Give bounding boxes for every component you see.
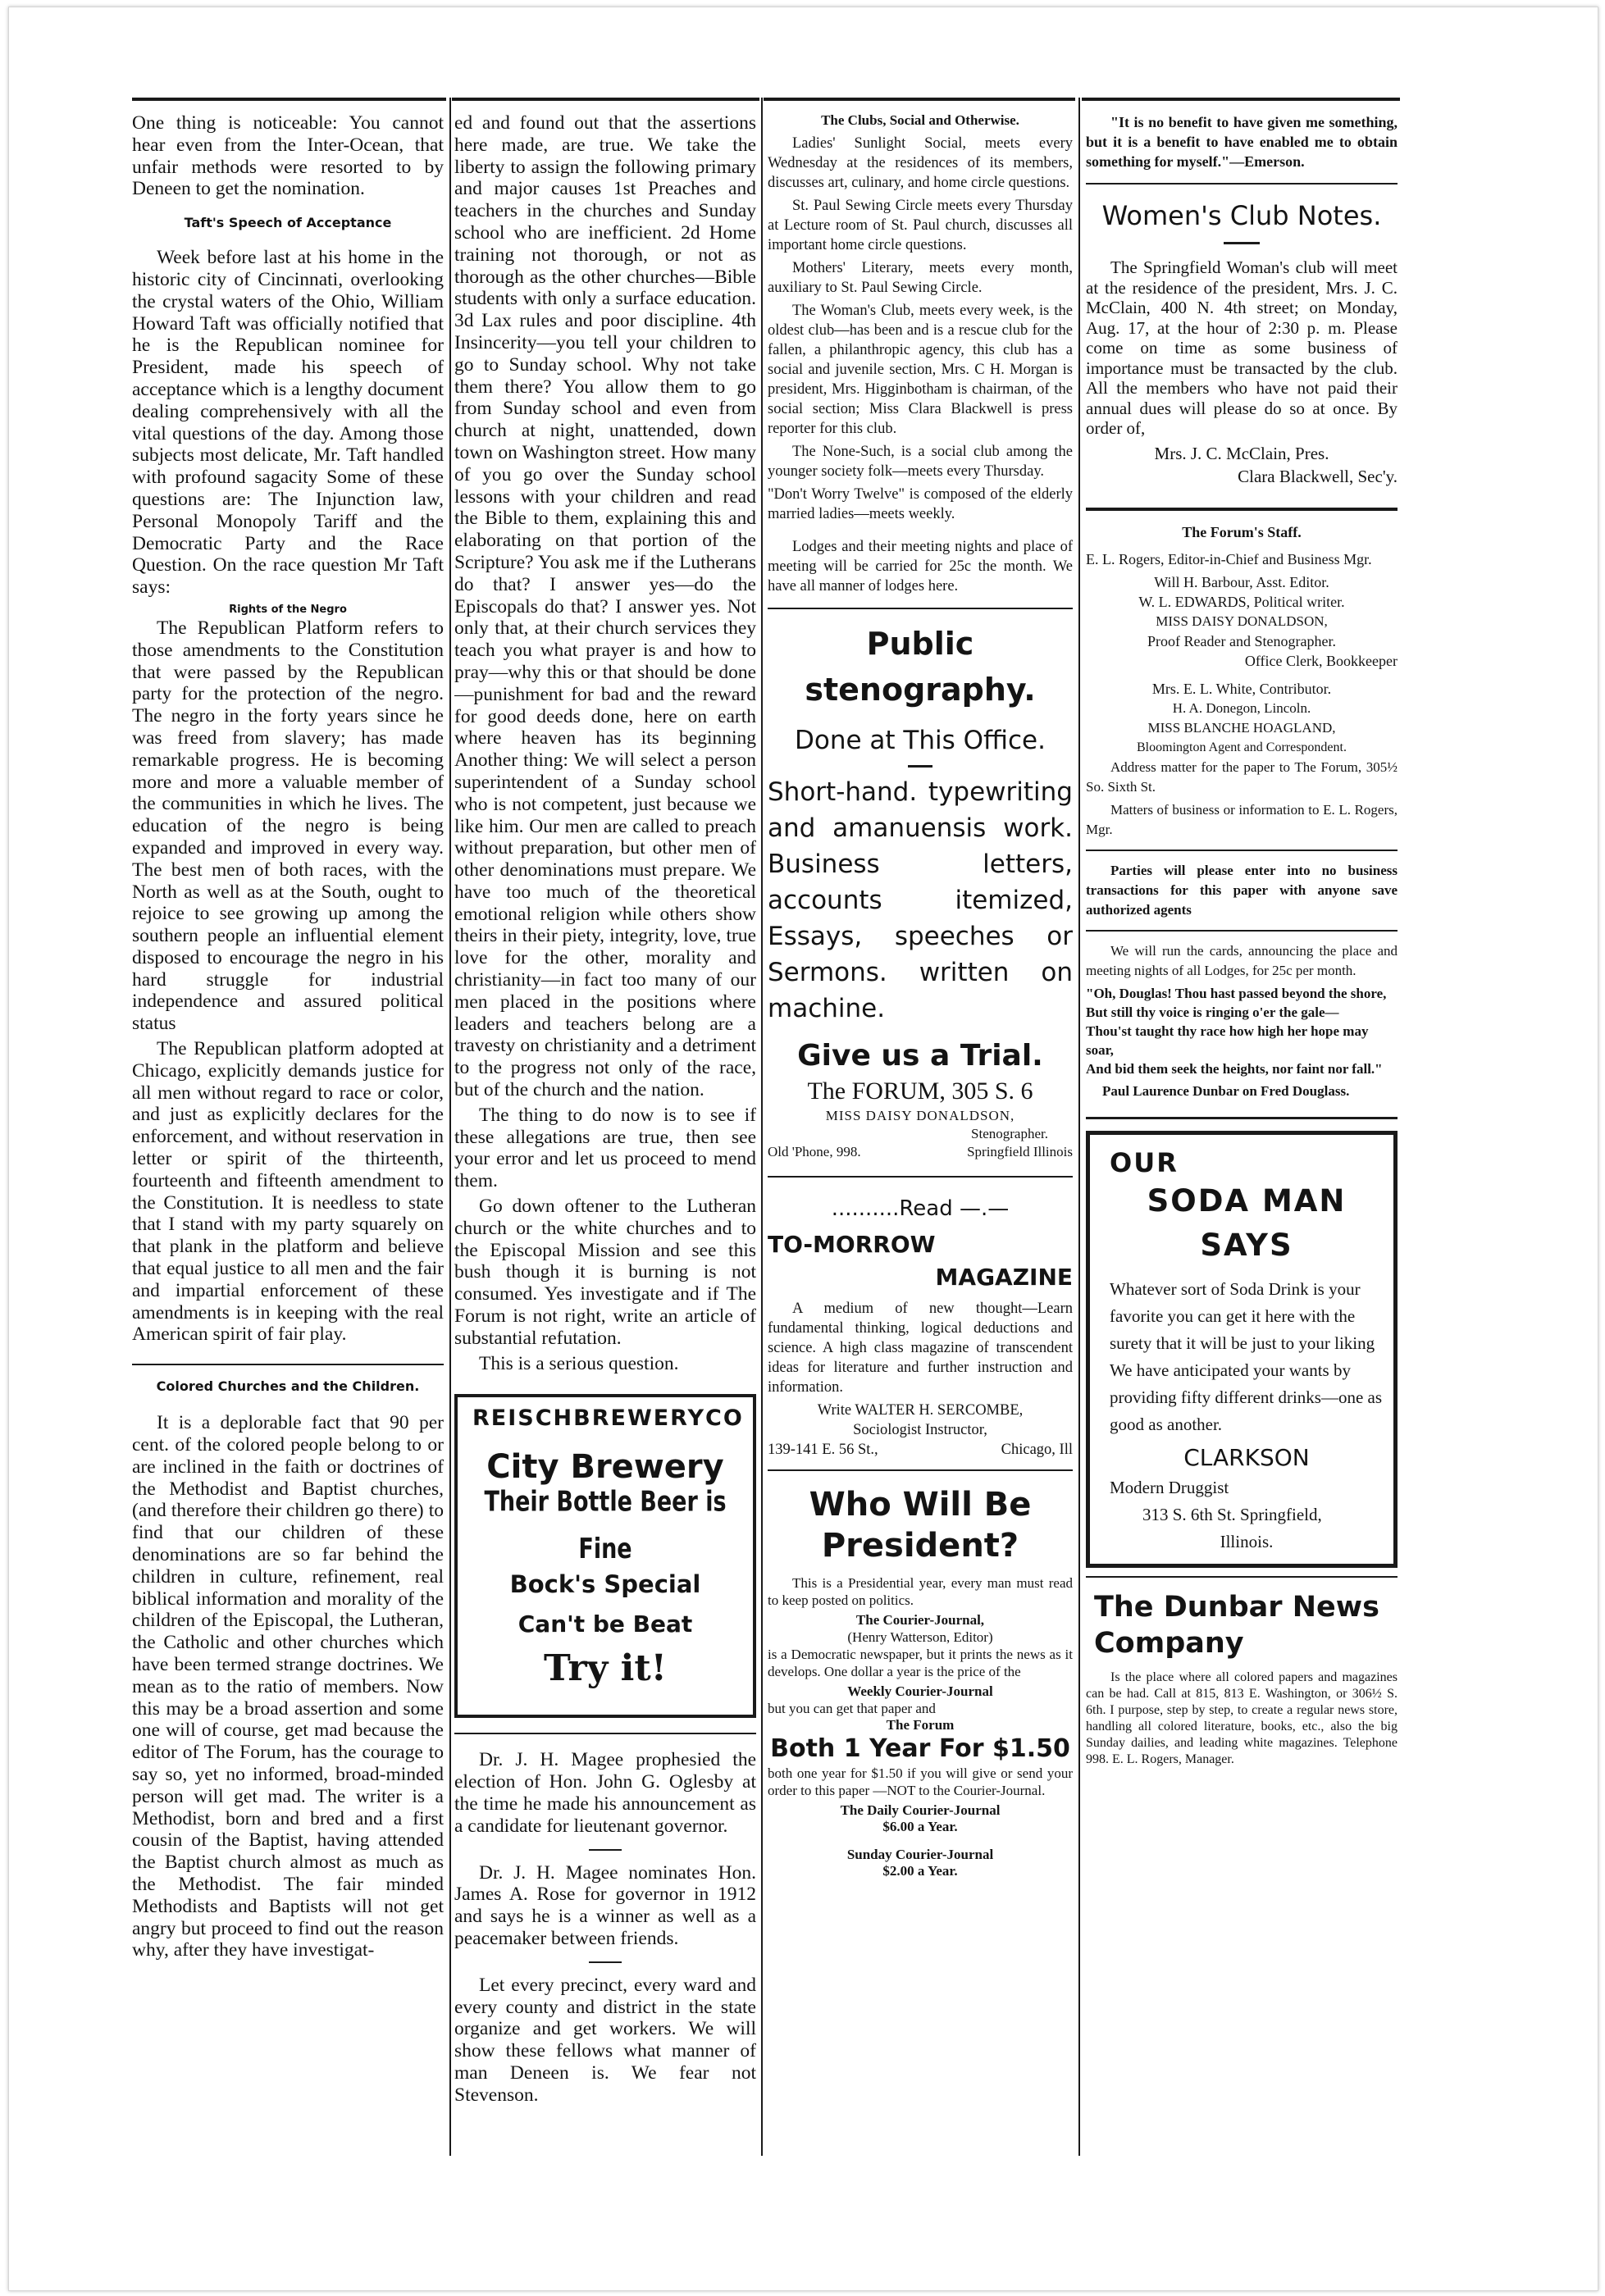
ad-bocks-special: Bock's Special [509,1570,701,1599]
steno-city: Springfield Illinois [967,1144,1073,1159]
both-one-year: Both 1 Year For $1.50 [770,1734,1070,1763]
womens-club-body: The Springfield Woman's club will meet at the residence of the president, Mrs. J. C. McClain, 400 N. 4th street; on Monday, Aug. 17, at the hour of 2:30 p. m. Please come on time as some business of importance must be transacted by the club. All the members who have not paid their annual dues will please do so at once. By order of, [1086,257,1398,438]
ad-title-reisch: REISCH [472,1405,574,1432]
soda-address: 313 S. 6th St. Springfield, [1142,1504,1322,1524]
poem-attribution: Paul Laurence Dunbar on Fred Douglass. [1102,1082,1350,1099]
magazine-address: 139-141 E. 56 St., [768,1442,878,1458]
tomorrow-magazine-ad [768,1194,1073,1460]
dunbar-title: The Dunbar News Company [1094,1590,1379,1660]
soda-our: OUR [1110,1146,1179,1178]
col4-divider-2 [1086,508,1398,511]
president-title: Who Will Be President? [809,1486,1032,1565]
col3-divider-2 [768,1176,1073,1178]
col2-short-rule-1 [589,1849,622,1851]
president-body-3: but you can get that paper and [768,1701,936,1716]
magazine-role: Sociologist Instructor, [853,1422,987,1438]
steno-trial: Give us a Trial. [797,1039,1043,1073]
soda-says: SAYS [1200,1227,1293,1263]
column-divider-2 [761,98,763,2156]
ad-city-brewery: City Brewery [486,1448,724,1487]
newspaper-page [8,7,1598,2291]
staff-barbour: Will H. Barbour, Asst. Editor. [1154,573,1329,590]
read-dashes-right: —.— [952,1196,1010,1221]
magazine-address-row [768,1440,1073,1460]
magazine-write: Write WALTER H. SERCOMBE, [817,1402,1024,1419]
taft-speech-paragraph: Week before last at his home in the historic city of Cincinnati, overlooking the crystal waters of the Ohio, William Howard Taft was officially notified that he is the Republican nominee for President, made his speech of acceptance which is a lengthy document dealing comprehensively with all the vital questions of the day. Among those subjects most delicate, Mr. Taft handled with profound sagacity Some of these questions are: The Injunction law, Personal Monopoly Tariff and the Democratic Party and the Race Question. On the race question Mr Taft says: [132,247,444,599]
magazine-title-1: TO-MORROW [768,1231,936,1258]
sunday-courier-journal: Sunday Courier-Journal [846,1847,994,1862]
none-such-paragraph: The None-Such, is a social club among the younger society folk—meets every Thursday. [768,444,1073,480]
staff-white: Mrs. E. L. White, Contributor. [1151,680,1332,697]
column-1 [132,112,444,1965]
douglass-poem [1086,984,1398,1100]
clubs-heading: The Clubs, Social and Otherwise. [821,112,1019,128]
ad-try-it: Try it! [544,1647,667,1690]
soda-man-ad [1086,1131,1398,1568]
weekly-courier-journal: Weekly Courier-Journal [847,1683,993,1699]
ad-title [472,1405,744,1432]
courier-journal-name: The Courier-Journal, [855,1612,985,1628]
top-rule-col4 [1082,98,1400,101]
read-dots-left: .......... [831,1196,900,1221]
col4-divider-1 [1086,183,1398,184]
dunbar-body: Is the place where all colored papers and magazines can be had. Call at 815, 813 E. Washington, or 306½ S. 6th. I purpose, step by step, to create a regular news store, handling all colored literature, books, etc., also the big Sunday dailies, and leading white magazines. Telephone 998. E. L. Rogers, Manager. [1086,1670,1398,1766]
steno-body: Short-hand. typewriting and amanuensis work. Business letters, accounts itemized, Essays, speeches or Sermons. written on machine. [768,777,1073,1023]
steno-title: Public stenography. [805,626,1036,708]
soda-body: Whatever sort of Soda Drink is your favorite you can get it here with the surety that it will be just to your liking We have anticipated your wants by providing fifty different drinks—one as good as another. [1110,1278,1383,1434]
column-4 [1086,112,1398,1771]
ad-title-co: CO [705,1405,744,1432]
precinct-paragraph: Let every precinct, every ward and every county and district in the state organize and get workers. We will show these fellows what manner of man Deneen is. We fear not Stevenson. [454,1974,756,2106]
sunday-price: $2.00 a Year. [882,1863,958,1879]
steno-role: Stenographer. [971,1126,1048,1141]
poem-line-1: "Oh, Douglas! Thou hast passed beyond the shore, [1086,985,1387,1001]
column-2 [454,112,756,2110]
ad-cant-be-beat: Can't be Beat [518,1610,693,1638]
rights-of-negro-heading: Rights of the Negro [229,603,347,616]
st-paul-sewing-paragraph: St. Paul Sewing Circle meets every Thursday at Lecture room of St. Paul church, discusses all important home circle questions. [768,198,1073,253]
column-divider-1 [449,98,451,2156]
steno-address: The FORUM, 305 S. 6 [807,1077,1033,1105]
steno-done: Done at This Office. [795,726,1046,755]
staff-hoagland-role: Bloomington Agent and Correspondent. [1137,740,1347,754]
magazine-body: A medium of new thought—Learn fundamental thinking, logical deductions and science. A high class magazine of transcendent ideas for literature and further instruction and information. [768,1301,1073,1396]
stenography-ad [768,621,1073,1161]
col2-short-rule-2 [589,1961,622,1963]
col4-divider-5 [1086,1117,1398,1119]
top-rule-col3 [764,98,1075,101]
colored-churches-paragraph: It is a deplorable fact that 90 per cent. of the colored people belong to or are inclined in the faith or doctrines of the Methodist and Baptist churches, (and therefore their children go there) to find that our children of these denominations are so far behind the children in culture, refinement, real biblical information and morality of the children of the Episcopal, the Lutheran, the Catholic and other churches which have been termed strange doctrines. We mean as to the ratio of members. Now this may be a broad assertion and some one will of course, get mad because the editor of The Forum, has the courage to say so, yet no informed, broad-minded person will get mad. The writer is a Methodist, born and bred and a first cousin of the Baptist, having attended the Baptist church almost as much as the Methodist. The fair minded Methodists and Baptists will not get angry but proceed to find out the reason why, after they have investigat- [132,1412,444,1961]
staff-clerk: Office Clerk, Bookkeeper [1244,652,1398,669]
col4-divider-6 [1086,1576,1398,1578]
lodges-paragraph: Lodges and their meeting nights and place of meeting will be carried for 25c the month. We have all manner of lodges here. [768,539,1073,594]
read-text: Read [899,1196,953,1221]
sunlight-social-paragraph: Ladies' Sunlight Social, meets every Wednesday at the residences of its members, discusses art, culinary, and home circle questions. [768,135,1073,191]
col3-divider-1 [768,608,1073,609]
president-body-4: both one year for $1.50 if you will give or send your order to this paper —NOT to the Courier-Journal. [768,1765,1073,1798]
noticeable-paragraph: One thing is noticeable: You cannot hear even from the Inter-Ocean, that unfair methods were resorted to by Deneen to get the nomination. [132,112,444,200]
poem-line-4: And bid them seek the heights, nor faint nor fall." [1086,1060,1383,1077]
serious-question-paragraph: This is a serious question. [479,1352,679,1374]
lutheran-paragraph: Go down oftener to the Lutheran church or the white churches and to the Episcopal Mission and see this bush though it is burning is not consumed. Yes investigate and if The Forum is not right, write an article of substantial refutation. [454,1196,756,1349]
poem-line-2: But still thy voice is ringing o'er the gale— [1086,1004,1339,1020]
cards-notice: We will run the cards, announcing the place and meeting nights of all Lodges, for 25c per month. [1086,942,1398,978]
top-rule-col1 [132,98,446,101]
president-body: This is a Presidential year, every man must read to keep posted on politics. [768,1575,1073,1608]
daily-price: $6.00 a Year. [882,1819,958,1834]
womans-club-paragraph: The Woman's Club, meets every week, is the oldest club—has been and is a rescue club for the fallen, a philanthropic agency, this club has a social and juvenile section, Mrs. C H. Morgan is president, Mrs. Higginbotham is chairman, of the social section; Miss Clara Blackwell is press reporter for this club. [768,303,1073,437]
steno-short-rule [908,765,932,768]
col4-divider-4 [1086,930,1398,932]
staff-hoagland: MISS BLANCHE HOAGLAND, [1147,719,1336,736]
staff-title: The Forum's Staff. [1182,523,1302,540]
top-rule-col2 [452,98,759,101]
parties-notice: Parties will please enter into no business transactions for this paper with anyone save authorized agents [1086,862,1398,918]
col1-divider [132,1364,444,1365]
steno-name: MISS DAISY DONALDSON, [825,1108,1015,1123]
courier-journal-ad [768,1484,1073,1879]
steno-phone: Old 'Phone, 998. [768,1144,861,1159]
magazine-title-2: MAGAZINE [935,1264,1073,1291]
churches-continued-paragraph: ed and found out that the assertions here made, are true. We take the liberty to assign the following primary and major causes 1st Preaches and teachers in the churches and Sunday school who are inefficient. 2d Home training not thorough, or not as thorough as the other churches—Bible students with only a surface education. 3d Lax rules and poor discipline. 4th Insincerity—you tell your children to go to Sunday school. Why not take them there? You allow them to go from Sunday school and even from church at night, unattended, down town on Washington street. How many of you go over the Sunday school lessons with your children and read the Bible to them, explaining this and elaborating on that portion of the Scripture? You ask me if the Lutherans do that? I answer yes—do the Episcopals do that? I answer yes. Not only that, at their church services they teach you what prayer is and how to pray—why this or that should be done—punishment for bad and the reward for good deeds done, here on earth where heaven has its beginning Another thing: We will select a person superintendent of a Sunday school who is not competent, just because we like him. Our men are called to preach without preparation, but other men of other denominations must prepare. We have too much of the theoretical emotional religion while others show theirs in their piety, integrity, love, true love for the other, morality and christianity—in fact too many of our men placed in the positions where leaders and teachers belong are a travesty on christianity and a detriment to the progress not only of the race, but of the church and the nation. [454,112,756,1101]
magee-rose-paragraph: Dr. J. H. Magee nominates Hon. James A. Rose for governor in 1912 and says he is a winner as well as a peacemaker between friends. [454,1861,756,1949]
col4-divider-3 [1086,850,1398,851]
daily-courier-journal: The Daily Courier-Journal [840,1802,1001,1818]
column-3 [768,112,1073,1879]
taft-speech-heading: Taft's Speech of Acceptance [184,215,392,231]
magazine-city: Chicago, Ill [1001,1442,1073,1458]
dont-worry-paragraph: "Don't Worry Twelve" is composed of the elderly married ladies—meets weekly. [768,486,1073,522]
chicago-platform-paragraph: The Republican platform adopted at Chicago, explicitly demands justice for all men without regard to race or color, and just as explicitly declares for the enforcement, and without reservation in letter or spirit of the thirteenth, fourteenth and fifteenth amendment to the Constitution. It is needless to state that I stand with my party squarely on that plank in the platform and believe that equal justice to all men and the fair and impartial enforcement of these amendments is in keeping with the real American spirit of fair play. [132,1038,444,1346]
the-forum-label: The Forum [886,1717,955,1733]
mothers-literary-paragraph: Mothers' Literary, meets every month, auxiliary to St. Paul Sewing Circle. [768,260,1073,296]
soda-man: SODA MAN [1147,1182,1347,1219]
staff-edwards: W. L. EDWARDS, Political writer. [1138,593,1345,610]
colored-churches-heading: Colored Churches and the Children. [156,1378,420,1395]
president-body-2: is a Democratic newspaper, but it prints the news as it develops. One dollar a year is the price of the [768,1647,1073,1679]
staff-business: Matters of business or information to E. L. Rogers, Mgr. [1086,801,1398,837]
womens-club-sig-2: Clara Blackwell, Sec'y. [1238,466,1398,486]
ad-bottle-beer: Their Bottle Beer is Fine [484,1486,727,1565]
republican-platform-paragraph: The Republican Platform refers to those amendments to the Constitution that were passed by the Republican party for the protection of the negro. The negro in the forty years since he was freed from slavery; has made remarkable progress. He is becoming more and more a valuable member of the communities in which he lives. The education of the negro is being expanded and improved in every way. The best men of both races, with the North as well as at the South, ought to rejoice to see growing up among the southern people an influential element disposed to encourage the negro in his hard struggle for industrial independence and assured political status [132,617,444,1035]
col2-divider-1 [454,1733,756,1734]
ad-title-brewery: BREWERY [573,1405,706,1432]
courier-journal-editor: (Henry Watterson, Editor) [847,1629,993,1645]
soda-druggist: Modern Druggist [1110,1477,1229,1497]
staff-donegon: H. A. Donegon, Lincoln. [1172,699,1311,716]
emerson-quote: "It is no benefit to have given me something, but it is a benefit to have enabled me to obtain something for myself."—Emerson. [1086,114,1398,170]
womens-club-title: Women's Club Notes. [1101,200,1382,231]
read-label [768,1194,1073,1223]
womens-club-sig-1: Mrs. J. C. McClain, Pres. [1154,443,1329,463]
magee-oglesby-paragraph: Dr. J. H. Magee prophesied the election of Hon. John G. Oglesby at the time he made his announcement as a candidate for lieutenant governor. [454,1749,756,1837]
womens-club-short-rule [1224,242,1260,244]
reisch-brewery-ad [454,1394,756,1718]
soda-state: Illinois. [1220,1531,1274,1551]
staff-address: Address matter for the paper to The Forum, 305½ So. Sixth St. [1086,758,1398,795]
steno-phone-row [768,1143,1073,1161]
poem-line-3: Thou'st taught thy race how high her hope may soar, [1086,1023,1369,1058]
staff-donaldson: MISS DAISY DONALDSON, [1156,613,1328,629]
col3-divider-3 [768,1469,1073,1471]
staff-donaldson-role: Proof Reader and Stenographer. [1147,632,1336,649]
soda-clarkson: CLARKSON [1183,1443,1310,1471]
allegations-paragraph: The thing to do now is to see if these allegations are true, then see your error and let us proceed to mend them. [454,1104,756,1192]
column-divider-3 [1078,98,1080,2156]
staff-rogers: E. L. Rogers, Editor-in-Chief and Business Mgr. [1086,550,1372,567]
